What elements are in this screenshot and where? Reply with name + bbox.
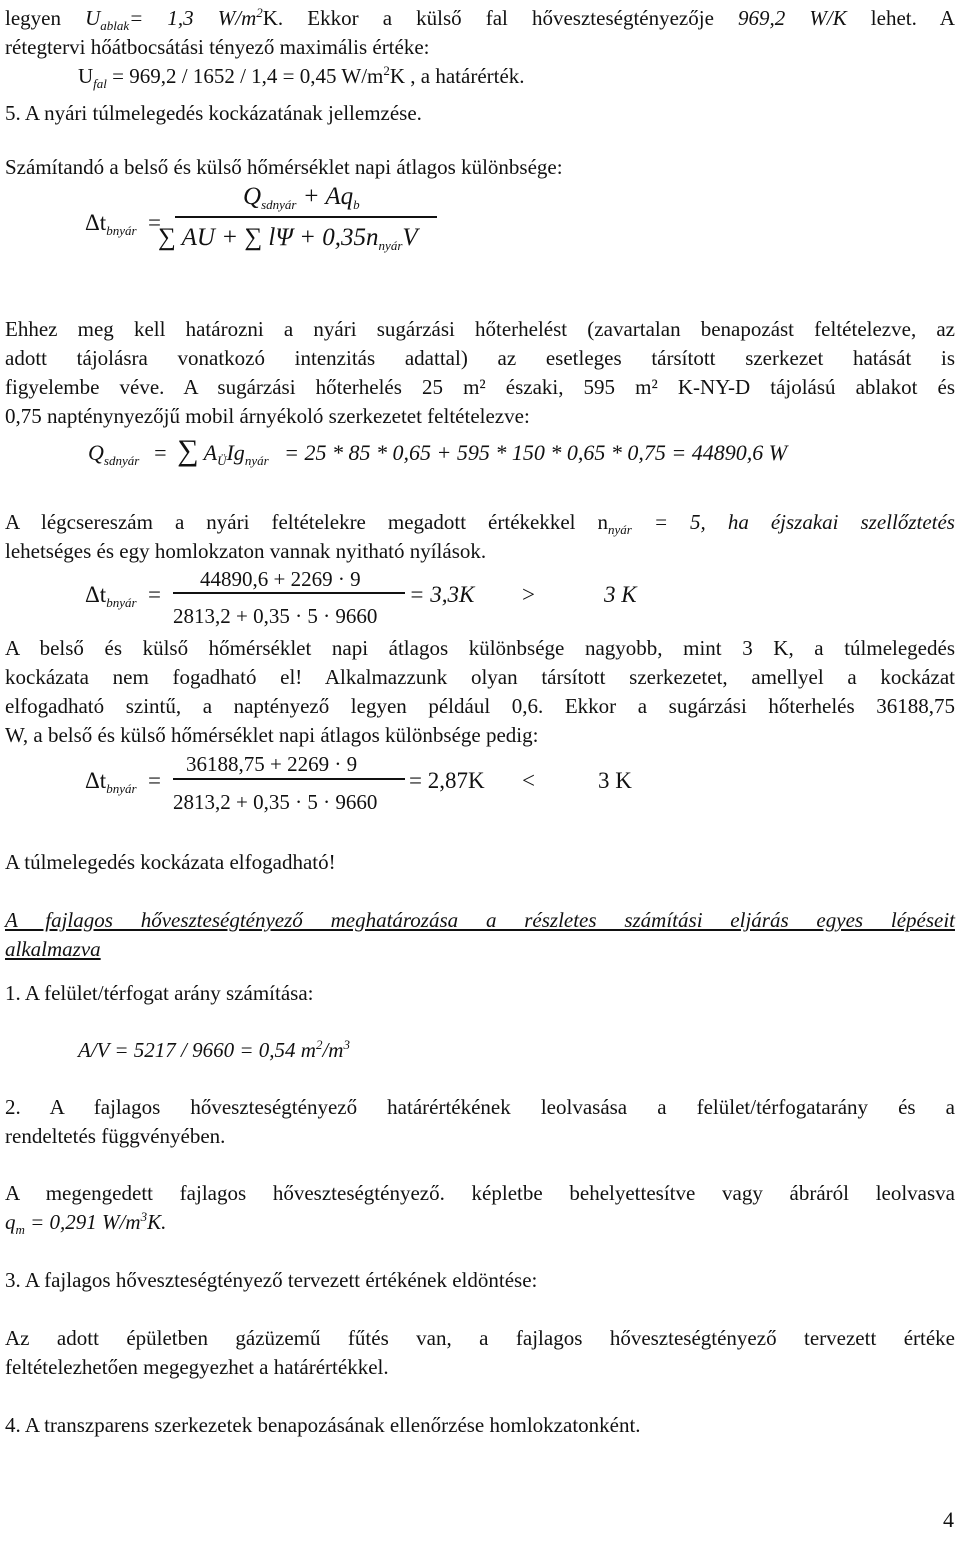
text-line: Számítandó a belső és külső hőmérséklet napi átlagos különbsége: [5, 155, 563, 179]
text-line: legyen $U_{ablak}= 1,3$ $W/m^2K$. Ekkor a külső fal hőveszteségtényezője 969,2 W/K lehet. A [5, 5, 955, 33]
step-heading: 3. A fajlagos hőveszteségtényező tervezett értékének eldöntése: [5, 1268, 538, 1292]
text-line: feltételezhetően megegyezhet a határértékkel. [5, 1355, 389, 1379]
av-ratio-formula: A/V = 5217 / 9660 = 0,54 $m^2/m^3$ [78, 1037, 350, 1062]
step-heading: 1. A felület/térfogat arány számítása: [5, 981, 314, 1005]
text-line: lehetséges és egy homlokzaton vannak nyitható nyílások. [5, 539, 487, 563]
step-heading: 2. A fajlagos hőveszteségtényező határértékének leolvasása a felület/térfogatarány és a [5, 1095, 955, 1119]
text-line: Az adott épületben gázüzemű fűtés van, a fajlagos hőveszteségtényező tervezett értéke [5, 1326, 955, 1350]
section-heading: 5. A nyári túlmelegedés kockázatának jellemzése. [5, 101, 422, 125]
text-line: elfogadható szintű, a naptényező legyen például 0,6. Ekkor a sugárzási hőterhelés 36188,75 [5, 694, 955, 718]
text-line: kockázata nem fogadható el! Alkalmazzunk olyan társított szerkezetet, amellyel a kockázat [5, 665, 955, 689]
step-heading: 4. A transzparens szerkezetek benapozásának ellenőrzése homlokzatonként. [5, 1413, 641, 1437]
text-line: rétegtervi hőátbocsátási tényező maximális értéke: [5, 35, 430, 59]
text-line: 0,75 napténynyezőjű mobil árnyékoló szerkezetet feltételezve: [5, 404, 530, 428]
text-line: A légcsereszám a nyári feltételekre megadott értékekkel $n_{nyár} = 5$, ha éjszakai szellőztetés [5, 510, 955, 537]
text-line: A belső és külső hőmérséklet napi átlagos különbsége nagyobb, mint 3 K, a túlmelegedés [5, 636, 955, 660]
text-line: adott tájolásra vonatkozó intenzitás adattal) az esetleges társított szerkezet hatását is [5, 346, 955, 370]
conclusion-text: A túlmelegedés kockázata elfogadható! [5, 850, 336, 874]
page-number: 4 [943, 1507, 954, 1532]
text-line: A megengedett fajlagos hőveszteségtényező. képletbe behelyettesítve vagy ábráról leolvasva [5, 1181, 955, 1205]
text-line: figyelembe véve. A sugárzási hőterhelés 25 m² északi, 595 m² K-NY-D tájolású ablakot és [5, 375, 955, 399]
text-line: W, a belső és külső hőmérséklet napi átlagos különbsége pedig: [5, 723, 539, 747]
text-line: rendeltetés függvényében. [5, 1124, 226, 1148]
text-line: $U_{fal} = 969,2 / 1652 / 1,4 = 0,45$ $W/m^2K$ , a határérték. [78, 63, 525, 91]
text-line: Ehhez meg kell határozni a nyári sugárzási hőterhelést (zavartalan benapozást feltételezve, az [5, 317, 955, 341]
formula-q-sd: $Q_{sdnyár}$ = ∑ $A_ÜIg_{nyár} = 25 * 85 * 0,65 + 595 * 150 * 0,65 * 0,75 = 44890,6$ W [88, 434, 788, 468]
heading-line: A fajlagos hőveszteségtényező meghatározása a részletes számítási eljárás egyes lépéseit [5, 908, 955, 932]
heading-line: alkalmazva [5, 937, 101, 961]
allowed-value: $q_m = 0,291$ $W/m^3K$. [5, 1209, 167, 1237]
